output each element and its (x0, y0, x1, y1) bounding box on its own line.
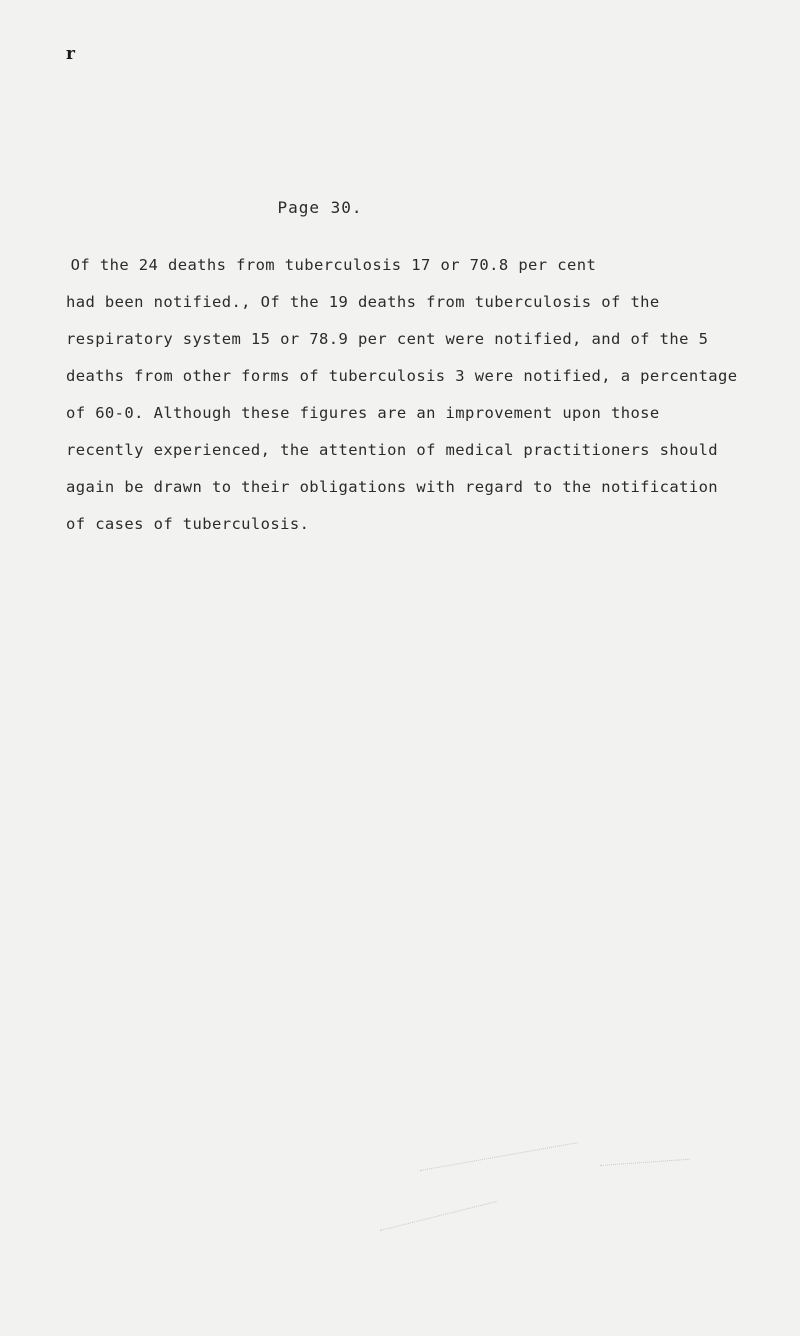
scan-smudge (600, 1159, 690, 1166)
corner-mark: r (66, 44, 75, 64)
paragraph-line: recently experienced, the attention of medical practitioners should (66, 441, 719, 459)
paragraph-line: Of the 24 deaths from tuberculosis 17 or 70.8 per cent (22, 256, 597, 274)
paragraph-line: had been notified., Of the 19 deaths from tuberculosis of the (66, 293, 660, 311)
paragraph-line: of cases of tuberculosis. (66, 515, 310, 533)
paragraph-line: again be drawn to their obligations with regard to the notification (66, 478, 719, 496)
paragraph-line: respiratory system 15 or 78.9 per cent were notified, and of the 5 (66, 330, 709, 348)
paragraph-line: of 60-0. Although these figures are an improvement upon those (66, 404, 660, 422)
paragraph-line: deaths from other forms of tuberculosis 3 were notified, a percentage (66, 367, 738, 385)
scan-smudge (420, 1142, 578, 1171)
scan-smudge (380, 1201, 497, 1231)
page-heading: Page 30. (277, 198, 363, 217)
